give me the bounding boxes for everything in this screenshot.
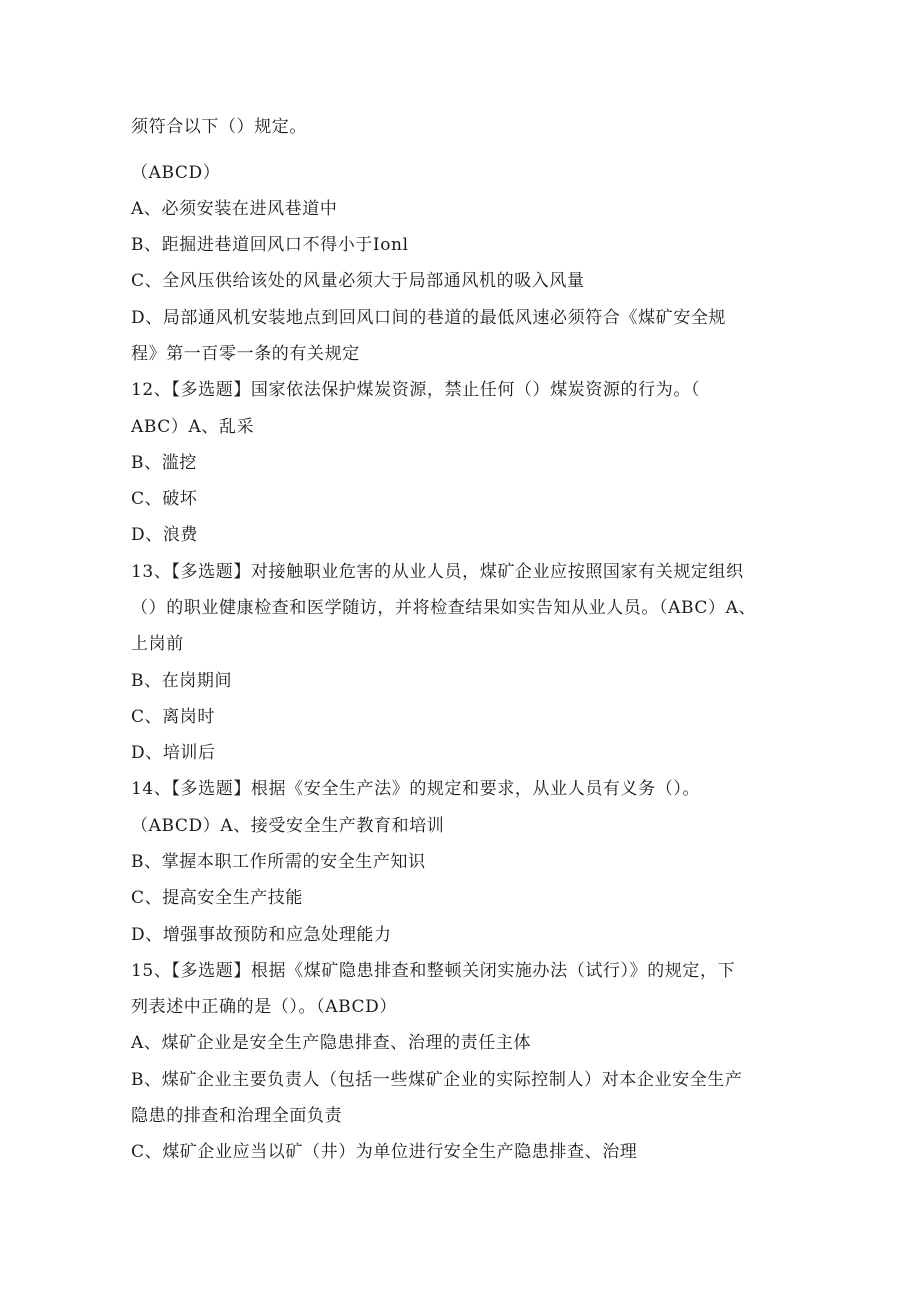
text-line: C、离岗时 [131, 707, 216, 727]
text-line: B、距掘进巷道回风口不得小于Ionl [131, 235, 409, 255]
text-line: D、浪费 [131, 525, 199, 545]
text-line: B、掌握本职工作所需的安全生产知识 [131, 852, 426, 872]
text-line: ABC）A、乱采 [131, 417, 255, 437]
text-line: C、煤矿企业应当以矿（井）为单位进行安全生产隐患排查、治理 [131, 1142, 638, 1162]
text-line: D、局部通风机安装地点到回风口间的巷道的最低风速必须符合《煤矿安全规 [131, 308, 727, 328]
text-line: B、煤矿企业主要负责人（包括一些煤矿企业的实际控制人）对本企业安全生产 [131, 1070, 743, 1090]
text-line: （）的职业健康检查和医学随访，并将检查结果如实告知从业人员。（ABC）A、 [131, 598, 757, 618]
text-line: C、提高安全生产技能 [131, 888, 304, 908]
question-line: 12、【多选题】国家依法保护煤炭资源，禁止任何（）煤炭资源的行为。（ [131, 380, 701, 400]
text-line: （ABCD） [131, 163, 221, 183]
text-line: B、滥挖 [131, 453, 197, 473]
text-line: 列表述中正确的是（）。（ABCD） [131, 997, 397, 1017]
text-line: D、增强事故预防和应急处理能力 [131, 925, 392, 945]
text-line: 须符合以下（）规定。 [131, 117, 307, 137]
text-line: 上岗前 [131, 634, 184, 654]
text-line: C、全风压供给该处的风量必须大于局部通风机的吸入风量 [131, 271, 585, 291]
text-line: 隐患的排查和治理全面负责 [131, 1106, 343, 1126]
text-line: A、必须安装在进风巷道中 [131, 199, 338, 219]
text-line: （ABCD）A、接受安全生产教育和培训 [131, 816, 445, 836]
text-line: 程》第一百零一条的有关规定 [131, 344, 360, 364]
text-line: B、在岗期间 [131, 671, 233, 691]
question-line: 14、【多选题】根据《安全生产法》的规定和要求，从业人员有义务（）。 [131, 779, 701, 799]
question-line: 13、【多选题】对接触职业危害的从业人员，煤矿企业应按照国家有关规定组织 [131, 562, 744, 582]
question-line: 15、【多选题】根据《煤矿隐患排查和整顿关闭实施办法（试行）》的规定，下 [131, 961, 736, 981]
text-line: A、煤矿企业是安全生产隐患排查、治理的责任主体 [131, 1033, 532, 1053]
text-line: D、培训后 [131, 743, 216, 763]
text-line: C、破坏 [131, 489, 198, 509]
